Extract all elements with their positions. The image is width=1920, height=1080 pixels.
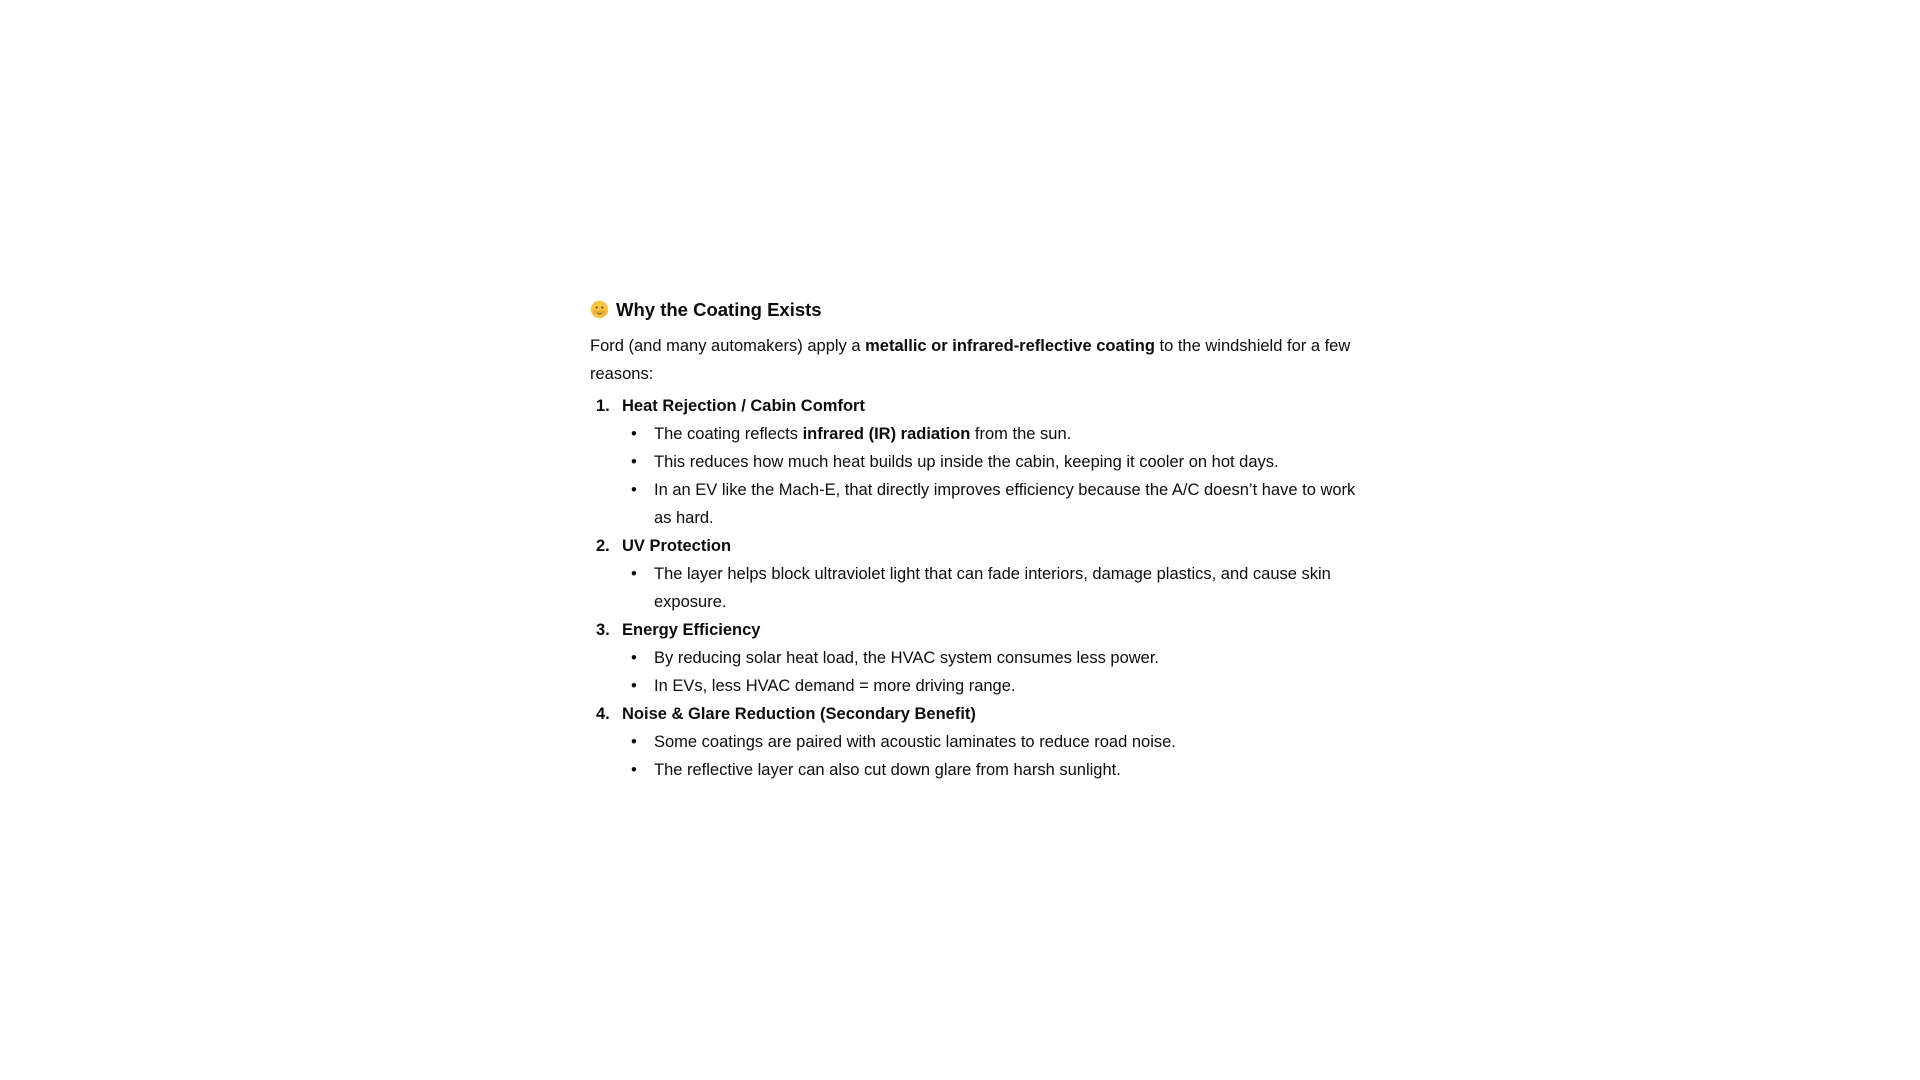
point-text: Some coatings are paired with acoustic laminates to reduce road noise.	[654, 733, 1176, 751]
bullet-icon: •	[631, 565, 637, 583]
reason-points	[622, 420, 1370, 532]
reasons-list	[590, 392, 1370, 784]
section-title: Why the Coating Exists	[616, 299, 822, 320]
reason-item	[590, 700, 1370, 784]
document-body	[590, 296, 1370, 784]
point-bold-text: infrared (IR) radiation	[802, 425, 971, 443]
reason-title: Heat Rejection / Cabin Comfort	[622, 397, 865, 415]
bullet-icon: •	[631, 425, 637, 443]
section-heading	[590, 296, 1370, 324]
point-text: This reduces how much heat builds up inside the cabin, keeping it cooler on hot days.	[654, 453, 1279, 471]
bullet-icon: •	[631, 733, 637, 751]
point-item	[622, 672, 1370, 700]
point-item	[622, 448, 1370, 476]
bullet-icon: •	[631, 649, 637, 667]
bullet-icon: •	[631, 481, 637, 499]
reason-points	[622, 560, 1370, 616]
intro-paragraph	[590, 332, 1370, 388]
reason-item	[590, 392, 1370, 532]
reason-number: 2.	[596, 537, 610, 555]
point-item	[622, 420, 1370, 448]
reason-title: Noise & Glare Reduction (Secondary Benefit)	[622, 705, 976, 723]
point-text-after: from the sun.	[970, 425, 1072, 443]
reason-item	[590, 532, 1370, 616]
bullet-icon: •	[631, 453, 637, 471]
reason-title: UV Protection	[622, 537, 732, 555]
point-item	[622, 728, 1370, 756]
point-text: In EVs, less HVAC demand = more driving range.	[654, 677, 1016, 695]
intro-text-before: Ford (and many automakers) apply a	[590, 337, 866, 355]
point-text: The layer helps block ultraviolet light that can fade interiors, damage plastics, and cause skin exposure.	[654, 565, 1331, 611]
intro-text-after: to the windshield for a few reasons:	[590, 337, 1351, 383]
reason-item	[590, 616, 1370, 700]
bullet-icon: •	[631, 677, 637, 695]
reason-number: 3.	[596, 621, 610, 639]
face-peeking-emoji-icon	[590, 300, 609, 319]
point-item	[622, 476, 1370, 532]
point-text: In an EV like the Mach-E, that directly improves efficiency because the A/C doesn’t have to work as hard.	[654, 481, 1356, 527]
intro-bold-text: metallic or infrared-reflective coating	[865, 337, 1155, 355]
point-item	[622, 560, 1370, 616]
point-text: By reducing solar heat load, the HVAC system consumes less power.	[654, 649, 1160, 667]
reason-points	[622, 728, 1370, 784]
reason-points	[622, 644, 1370, 700]
reason-number: 4.	[596, 705, 610, 723]
point-text-before: The coating reflects	[654, 425, 803, 443]
point-text: The reflective layer can also cut down glare from harsh sunlight.	[654, 761, 1121, 779]
point-item	[622, 756, 1370, 784]
point-item	[622, 644, 1370, 672]
reason-title: Energy Efficiency	[622, 621, 761, 639]
bullet-icon: •	[631, 761, 637, 779]
reason-number: 1.	[596, 397, 610, 415]
